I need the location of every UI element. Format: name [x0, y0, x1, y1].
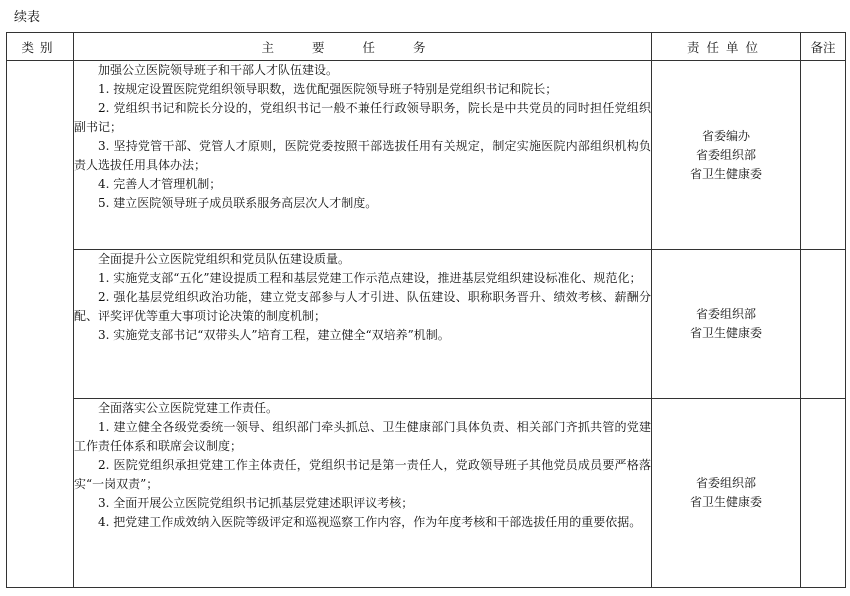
task-item: 4. 完善人才管理机制； — [98, 177, 222, 191]
header-remarks: 备注 — [801, 33, 846, 61]
header-category: 类别 — [7, 33, 74, 61]
task-item: 3. 全面开展公立医院党组织书记抓基层党建述职评议考核； — [98, 496, 414, 510]
table-row — [7, 61, 846, 250]
unit-name: 省卫生健康委 — [689, 326, 762, 340]
task-item: 3. 实施党支部书记“双带头人”培育工程，建立健全“双培养”机制。 — [98, 328, 450, 342]
tasks-cell — [74, 399, 652, 588]
table-header-row — [7, 33, 846, 61]
task-item: 4. 把党建工作成效纳入医院等级评定和巡视巡察工作内容，作为年度考核和干部选拔任用的重要依据。 — [98, 515, 642, 529]
unit-name: 省委编办 — [701, 128, 750, 143]
table-row — [7, 399, 846, 588]
units-cell — [652, 61, 801, 250]
continued-label: 续表 — [14, 10, 41, 25]
task-item: 5. 建立医院领导班子成员联系服务高层次人才制度。 — [98, 196, 378, 210]
category-cell — [7, 61, 74, 588]
task-item: 1. 实施党支部“五化”建设提质工程和基层党建工作示范点建设，推进基层党组织建设标准化、规范化； — [98, 271, 642, 285]
unit-name: 省卫生健康委 — [689, 166, 762, 181]
unit-name: 省卫生健康委 — [689, 495, 762, 509]
task-item: 3. 坚持党管干部、党管人才原则，医院党委按照干部选拔任用有关规定，制定实施医院内部组织机构负责人选拔任用具体办法； — [74, 139, 651, 172]
unit-name: 省委组织部 — [695, 307, 756, 321]
task-item: 2. 医院党组织承担党建工作主体责任，党组织书记是第一责任人，党政领导班子其他党员成员要严格落实“一岗双责”； — [74, 458, 651, 491]
unit-name: 省委组织部 — [695, 476, 756, 490]
remarks-cell — [801, 250, 846, 399]
task-item: 1. 建立健全各级党委统一领导、组织部门牵头抓总、卫生健康部门具体负责、相关部门齐抓共管的党建工作责任体系和联席会议制度； — [74, 420, 651, 453]
remarks-cell — [801, 61, 846, 250]
tasks-cell — [74, 250, 652, 399]
tasks-cell — [74, 61, 652, 250]
header-tasks: 主要任务 — [74, 33, 652, 61]
units-cell — [652, 399, 801, 588]
task-table — [6, 32, 846, 588]
table-row — [7, 250, 846, 399]
task-title: 全面提升公立医院党组织和党员队伍建设质量。 — [98, 252, 351, 266]
header-units: 责任单位 — [652, 33, 801, 61]
task-item: 2. 强化基层党组织政治功能，建立党支部参与人才引进、队伍建设、职称职务晋升、绩效考核、薪酬分配、评奖评优等重大事项讨论决策的制度机制； — [74, 290, 651, 323]
task-item: 2. 党组织书记和院长分设的，党组织书记一般不兼任行政领导职务，院长是中共党员的同时担任党组织副书记； — [74, 101, 651, 134]
task-title: 加强公立医院领导班子和干部人才队伍建设。 — [98, 63, 339, 77]
task-item: 1. 按规定设置医院党组织领导职数，选优配强医院领导班子特别是党组织书记和院长； — [98, 82, 558, 96]
remarks-cell — [801, 399, 846, 588]
unit-name: 省委组织部 — [695, 147, 756, 162]
units-cell — [652, 250, 801, 399]
task-title: 全面落实公立医院党建工作责任。 — [98, 401, 279, 415]
